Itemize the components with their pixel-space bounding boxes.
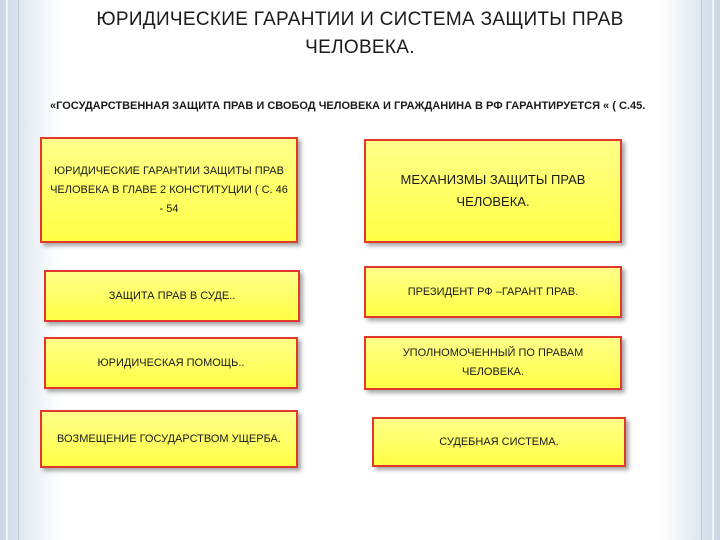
box-ombudsman-text: УПОЛНОМОЧЕННЫЙ ПО ПРАВАМ ЧЕЛОВЕКА. [402, 347, 584, 378]
box-damage-compensation-text: ВОЗМЕЩЕНИЕ ГОСУДАРСТВОМ УЩЕРБА. [57, 432, 281, 445]
box-legal-aid-text: ЮРИДИЧЕСКАЯ ПОМОЩЬ.. [97, 356, 245, 369]
box-court-protection [44, 270, 300, 322]
box-ombudsman [364, 336, 622, 390]
box-legal-aid [44, 337, 298, 389]
box-judicial-system-text: СУДЕБНАЯ СИСТЕМА. [439, 435, 559, 448]
box-president-guarantor-text: ПРЕЗИДЕНТ РФ –ГАРАНТ ПРАВ. [407, 285, 579, 298]
slide-title: ЮРИДИЧЕСКИЕ ГАРАНТИИ И СИСТЕМА ЗАЩИТЫ ПРАВ ЧЕЛОВЕКА. [96, 9, 624, 58]
box-court-protection-text: ЗАЩИТА ПРАВ В СУДЕ.. [108, 289, 236, 302]
box-protection-mechanisms-text: МЕХАНИЗМЫ ЗАЩИТЫ ПРАВ ЧЕЛОВЕКА. [400, 172, 586, 209]
box-judicial-system [372, 417, 626, 467]
right-decorative-stripe [660, 0, 720, 540]
slide-subtitle: «ГОСУДАРСТВЕННАЯ ЗАЩИТА ПРАВ И СВОБОД ЧЕЛОВЕКА И ГРАЖДАНИНА В РФ ГАРАНТИРУЕТСЯ « ( С.45. [50, 100, 646, 112]
box-protection-mechanisms [364, 139, 622, 243]
box-damage-compensation [40, 410, 298, 468]
box-legal-guarantees [40, 137, 298, 243]
box-president-guarantor [364, 266, 622, 318]
box-legal-guarantees-text: ЮРИДИЧЕСКИЕ ГАРАНТИИ ЗАЩИТЫ ПРАВ ЧЕЛОВЕКА В ГЛАВЕ 2 КОНСТИТУЦИИ ( С. 46 - 54 [50, 164, 288, 215]
